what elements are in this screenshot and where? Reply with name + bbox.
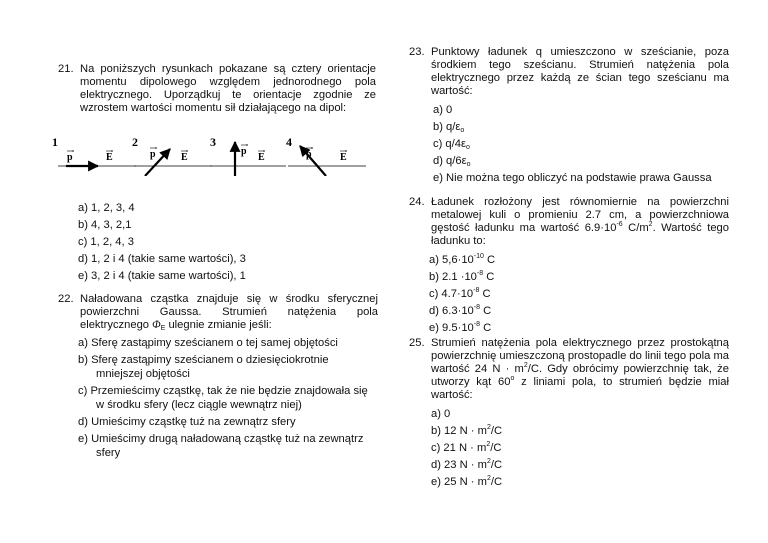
answer-option[interactable]: d) Umieścimy cząstkę tuż na zewnątrz sfery: [78, 416, 296, 428]
question-22-number: 22.: [58, 293, 74, 305]
answer-option[interactable]: b) 4, 3, 2,1: [78, 219, 132, 231]
answer-option[interactable]: a) 1, 2, 3, 4: [78, 202, 135, 214]
question-21: [58, 63, 376, 115]
question-21-text: Na poniższych rysunkach pokazane są cztery orientacje momentu dipolowego względem jednorodnego pola elektrycznego. Uporządkuj te orientacje zgodnie ze wzrostem wartości momentu sił działającego na dipol:: [80, 63, 376, 114]
answer-option[interactable]: e) 25 $N \cdot m^2/C$: [431, 475, 503, 488]
answer-option[interactable]: a) $5,6\cdot 10^{-10}$ C: [429, 253, 496, 266]
figure-4-label: 4: [286, 136, 292, 149]
question-23-stem: [409, 46, 729, 98]
answer-option[interactable]: c) $4.7\cdot 10^{-8}$ C: [429, 287, 491, 300]
answer-option[interactable]: e) Nie można tego obliczyć na podstawie prawa Gaussa: [433, 172, 712, 184]
e-label-2: E: [181, 152, 188, 163]
dipole-figure-4: [286, 136, 366, 176]
question-25-stem: 25. Strumień natężenia pola elektrycznego przez prostokątną powierzchnię umieszczoną prostopadle do linii tego pola ma wartość 24 $N \cdot m^2/C$. Gdy obrócimy powierzchnię tak, że utworzy kąt 60$^o$ z liniami pola, to strumień będzie miał wartość:: [409, 337, 729, 401]
figure-2-label: 2: [132, 136, 138, 149]
answer-option[interactable]: a) 0: [433, 104, 453, 116]
answer-option[interactable]: b) Sferę zastąpimy sześcianem o dziesięciokrotnie mniejszej objętości: [78, 354, 329, 380]
question-21-stem: [58, 63, 376, 115]
question-25-options: [409, 406, 729, 491]
answer-option[interactable]: d) $q/6\varepsilon_o$: [433, 155, 471, 168]
flux-subscript: E: [160, 325, 166, 332]
e-label-4: E: [340, 152, 347, 163]
question-25-number: 25.: [409, 337, 425, 349]
dipole-figure-2: [132, 136, 212, 176]
question-24: [409, 196, 729, 337]
answer-option[interactable]: a) Sferę zastąpimy sześcianem o tej samej objętości: [78, 337, 338, 349]
question-22-stem: [58, 293, 378, 332]
p-label-4: p: [306, 149, 312, 160]
question-22-text-b: ulegnie zmianie jeśli:: [165, 319, 272, 331]
question-22-text-a: Naładowana cząstka znajduje się w środku sferycznej powierzchni Gaussa. Strumień natężenia pola elektrycznego: [80, 293, 378, 331]
answer-option[interactable]: e) Umieścimy drugą naładowaną cząstkę tuż na zewnątrz sfery: [78, 433, 364, 459]
dipole-orientations-figure: [50, 136, 370, 176]
answer-option[interactable]: d) 23 $N \cdot m^2/C$: [431, 458, 503, 471]
dipole-arrow-2: [145, 149, 170, 176]
question-23-text: Punktowy ładunek q umieszczono w sześcianie, poza środkiem tego sześcianu. Strumień natężenia pola elektrycznego przez każdą ze ścian tego sześcianu ma wartość:: [431, 46, 729, 97]
question-25: [409, 337, 729, 491]
answer-option[interactable]: b) $2.1 \cdot 10^{-8}$ C: [429, 270, 495, 283]
question-23-number: 23.: [409, 46, 425, 58]
p-label-2: p: [150, 149, 156, 160]
answer-option[interactable]: d) $6.3\cdot 10^{-8}$ C: [429, 304, 492, 317]
question-22-options: [58, 336, 378, 460]
e-label-1: E: [106, 152, 113, 163]
answer-option[interactable]: b) 12 $N \cdot m^2/C$: [431, 424, 503, 437]
p-label-3: p: [241, 146, 247, 157]
question-21-number: 21.: [58, 63, 74, 75]
question-24-number: 24.: [409, 196, 425, 208]
p-label-1: p: [67, 152, 73, 163]
question-21-options: [78, 200, 378, 285]
dipole-arrow-4: [300, 146, 326, 176]
dipole-figure-3: [210, 136, 286, 176]
question-24-options: [409, 252, 729, 337]
figure-1-label: 1: [52, 136, 58, 149]
answer-option[interactable]: c) 1, 2, 4, 3: [78, 236, 134, 248]
answer-option[interactable]: a) 0: [431, 408, 451, 420]
question-24-stem: 24. Ładunek rozłożony jest równomiernie na powierzchni metalowej kuli o promieniu 2.7 cm, a powierzchniowa gęstość ładunku ma wartość $6.9\cdot 10^{-6}$ $C/m^2$. Wartość tego ładunku to:: [409, 196, 729, 247]
flux-symbol: Φ: [152, 319, 161, 331]
figure-3-label: 3: [210, 136, 216, 149]
question-23: [409, 46, 729, 187]
answer-option[interactable]: c) $q/4\varepsilon_o$: [433, 138, 470, 151]
answer-option[interactable]: d) 1, 2 i 4 (takie same wartości), 3: [78, 253, 246, 265]
e-label-3: E: [258, 152, 265, 163]
question-22: [58, 293, 378, 463]
question-23-options: [409, 102, 729, 187]
answer-option[interactable]: e) 3, 2 i 4 (takie same wartości), 1: [78, 270, 246, 282]
answer-option[interactable]: c) 21 $N \cdot m^2/C$: [431, 441, 502, 454]
dipole-figure-1: [52, 136, 136, 166]
answer-option[interactable]: c) Przemieścimy cząstkę, tak że nie będzie znajdowała się w środku sfery (lecz ciągle wewnątrz niej): [78, 385, 368, 411]
answer-option[interactable]: e) $9.5\cdot 10^{-8}$ C: [429, 321, 492, 334]
answer-option[interactable]: b) $q/\varepsilon_o$: [433, 121, 465, 134]
